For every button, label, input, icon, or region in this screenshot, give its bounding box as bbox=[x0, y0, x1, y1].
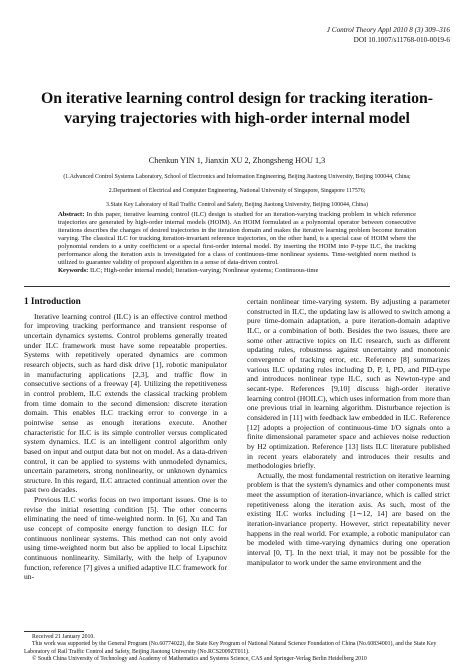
journal-doi: DOI 10.1007/s11768-010-0019-6 bbox=[353, 36, 450, 44]
section-divider bbox=[24, 286, 450, 287]
left-column bbox=[24, 297, 227, 582]
footnote-copyright: © South China University of Technology and Academy of Mathematics and Systems Science, CAS and Springer-Verlag Berlin Heidelberg 2010 bbox=[32, 656, 367, 663]
abstract-label: Abstract: bbox=[58, 211, 85, 218]
paragraph: Previous ILC works focus on two important issues. One is to revise the initial resetting condition [5]. The other concerns eliminating the need of time-weighted norm. In [6], Xu and Tan use concept of composite energy function to design ILC for continuous nonlinear systems. This method can not only avoid using time-weighted norm but also be applied to local Lipschitz continuous nonlinearity. Similarly, with the help of Lyapunov function, reference [7] gives a unified adaptive ILC framework for un- bbox=[24, 495, 227, 582]
journal-name: J Control Theory Appl bbox=[326, 26, 392, 34]
keywords-label: Keywords: bbox=[58, 267, 89, 275]
paragraph: certain nonlinear time-varying system. By adjusting a parameter constructed in ILC, the updating law is allowed to switch among a pure time-domain adaptation, a pure iteration-domain adaptive ILC, or a combination of both. Besides the two issues, there are some other attractive topics on ILC research, such as different updating rules, robustness against uncertainty and monotonic convergence of tracking error, etc. Reference [8] summarizes various ILC updating rules including D, P, I, PD, and PID-type and introduces nonlinear type ILC, such as Newton-type and secant-type. References [9,10] discuss high-order iterative learning control (HOILC), which uses information from more than one previous trial in learning algorithm. Disturbance rejection is considered in [11] with feedback law embedded in ILC. Reference [12] adopts a projection of continuous-time I/O signals onto a finite dimensional parameter space and achieves noise reduction by H2 optimization. Reference [13] lists ILC literature published in recent years elaborately and introduces their results and methodologies briefly. bbox=[247, 297, 450, 471]
affiliation-list bbox=[30, 170, 444, 212]
abstract-body bbox=[58, 211, 416, 267]
section-heading: 1 Introduction bbox=[24, 296, 81, 306]
abstract-text: In this paper, iterative learning control (ILC) design is studied for an iteration-varying tracking problem in which reference trajectories are generated by high-order internal models (HOIM). An HOIM formulated as a polynomial operator between consecutive iterations describes the changes of desired trajectories in the iteration domain and makes the iterative learning problem become iteration varying. The classical ILC for tracking iteration-invariant reference trajectories, on the other hand, is a special case of HOIM where the polynomial renders to a unity coefficient or a special first-order internal model. By inserting the HOIM into P-type ILC, the tracking performance along the iteration axis is investigated for a class of continuous-time nonlinear systems. Time-weighted norm method is utilized to guarantee validity of proposed algorithm in a sense of data-driven control. bbox=[58, 211, 417, 267]
journal-header bbox=[327, 25, 450, 45]
keywords-text: ILC; High-order internal model; Iteration-varying; Nonlinear systems; Continuous-time bbox=[89, 267, 319, 275]
footnotes bbox=[24, 631, 450, 664]
paragraph: Actually, the most fundamental restriction on iterative learning problem is that the system's dynamics and other components must meet the assumption of iteration-invariance, which is called strict repetitiveness along the iteration axis. As such, most of the existing ILC works including [1∼12, 14] are based on the iteration-invariance property. However, strict repeatability never happens in the real world. For example, a robotic manipulator can be modeled with time-varying dynamics during one operation interval [0, T]. In the next trial, it may not be possible for the manipulator to work under the same environment and the bbox=[247, 470, 450, 567]
footnote-funding: This work was supported by the General Program (No.60774022), the State Key Program of National Natural Science Foundation of China (No.60834001), and the State Key Laboratory of Rail Traffic Control and Safety, Beijing Jiaotong University (No.RCS2009ZT011). bbox=[24, 641, 437, 655]
affiliation-2: 2.Department of Electrical and Computer Engineering, National University of Singapore, Singapore 117576; bbox=[108, 188, 366, 194]
affiliation-3: 3.State Key Laboratory of Rail Traffic Control and Safety, Beijing Jiaotong University, Beijing 100044, China) bbox=[106, 202, 368, 208]
affiliation-1: (1.Advanced Control Systems Laboratory, School of Electronics and Information Engineering, Beijing Jiaotong University, Beijing 100044, China; bbox=[63, 174, 411, 180]
journal-citation: 2010 8 (3) 309–316 bbox=[393, 26, 450, 34]
right-column bbox=[247, 297, 450, 567]
abstract-block bbox=[58, 211, 416, 275]
paragraph: Iterative learning control (ILC) is an effective control method for improving tracking performance and transient response of uncertain dynamics systems. Control problems generally treated under ILC framework must have some repeatable properties. Systems with repetitively operated dynamics are common research objects, such as hard disk drive [1], robotic manipulator in manufacturing applications [2,3], and traffic flow in consecutive sections of a freeway [4]. Utilizing the repetitiveness in control problem, ILC extends the classical tracking problem from time domain to the second dimension: discrete iteration domain. This enables ILC tracking error to converge in a pointwise sense as enough iterations execute. Another characteristic for ILC is its simple controller versus complicated system dynamics. ILC is an intelligent control algorithm only based on input and output data but not on model. As a data-driven control, it can be applied to systems with unmodeled dynamics, uncertain parameters, strong nonlinearity, or unknown dynamics structure. In this regard, ILC attracted continual attention over the past two decades. bbox=[24, 311, 227, 495]
footnote-received: Received 21 January 2010. bbox=[32, 634, 95, 640]
author-list: Chenkun YIN 1, Jianxin XU 2, Zhongsheng HOU 1,3 bbox=[148, 156, 326, 165]
keywords-line bbox=[58, 267, 416, 275]
paper-title: On iterative learning control design for tracking iteration-varying trajectories with high-order internal model bbox=[40, 90, 434, 127]
footnote-rule bbox=[24, 631, 84, 632]
